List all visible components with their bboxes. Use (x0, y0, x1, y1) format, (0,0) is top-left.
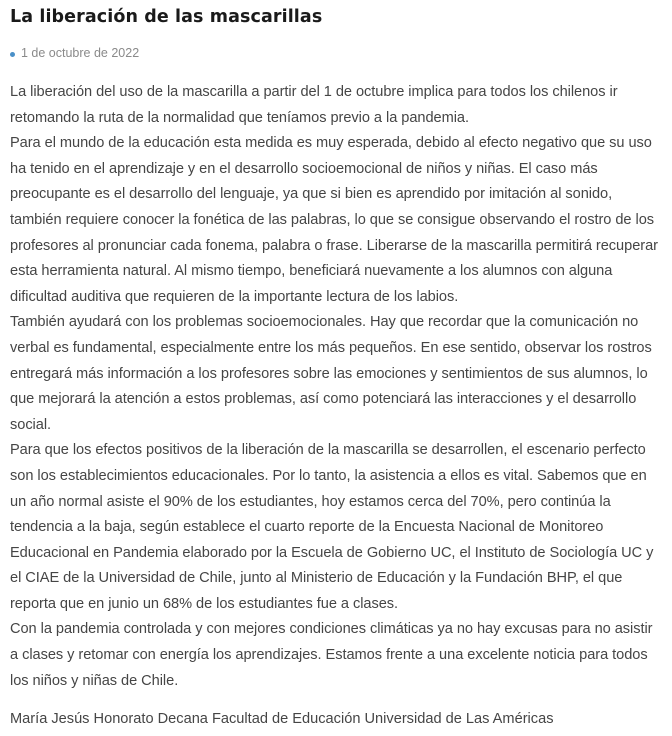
article-date: 1 de octubre de 2022 (21, 46, 140, 60)
article-paragraph: Con la pandemia controlada y con mejores condiciones climáticas ya no hay excusas para no asistir a clases y retomar con energía los aprendizajes. Estamos frente a una excelente noticia para todos los niños y niñas de Chile. (10, 621, 653, 689)
article-paragraph: La liberación del uso de la mascarilla a partir del 1 de octubre implica para todos los chilenos ir retomando la ruta de la normalidad que teníamos previo a la pandemia. (10, 84, 618, 126)
date-bullet-icon (10, 52, 15, 57)
article-meta (10, 44, 662, 62)
author-signature: María Jesús Honorato Decana Facultad de Educación Universidad de Las Américas (10, 711, 554, 728)
article-body (10, 80, 662, 694)
article-paragraph: Para el mundo de la educación esta medida es muy esperada, debido al efecto negativo que su uso ha tenido en el aprendizaje y en el desarrollo socioemocional de niños y niñas. El caso más preocupante es el desarrollo del lenguaje, ya que si bien es aprendido por imitación al sonido, también requiere conocer la fonética de las palabras, lo que se consigue observando el rostro de los profesores al pronunciar cada fonema, palabra o frase. Liberarse de la mascarilla permitirá recuperar esta herramienta natural. Al mismo tiempo, beneficiará nuevamente a los alumnos con alguna dificultad auditiva que requieren de la importante lectura de los labios. (10, 135, 658, 305)
article-paragraph: Para que los efectos positivos de la liberación de la mascarilla se desarrollen, el escenario perfecto son los establecimientos educacionales. Por lo tanto, la asistencia a ellos es vital. Sabemos que en un año normal asiste el 90% de los estudiantes, hoy estamos cerca del 70%, pero continúa la tendencia a la baja, según establece el cuarto reporte de la Encuesta Nacional de Monitoreo Educacional en Pandemia elaborado por la Escuela de Gobierno UC, el Instituto de Sociología UC y el CIAE de la Universidad de Chile, junto al Ministerio de Educación y la Fundación BHP, el que reporta que en junio un 68% de los estudiantes fue a clases. (10, 442, 654, 612)
article-paragraph: También ayudará con los problemas socioemocionales. Hay que recordar que la comunicación no verbal es fundamental, especialmente entre los más pequeños. En ese sentido, observar los rostros entregará más información a los profesores sobre las emociones y sentimientos de sus alumnos, lo que mejorará la atención a estos problemas, así como potenciará las interacciones y el desarrollo social. (10, 314, 652, 433)
article-title: La liberación de las mascarillas (10, 7, 323, 27)
